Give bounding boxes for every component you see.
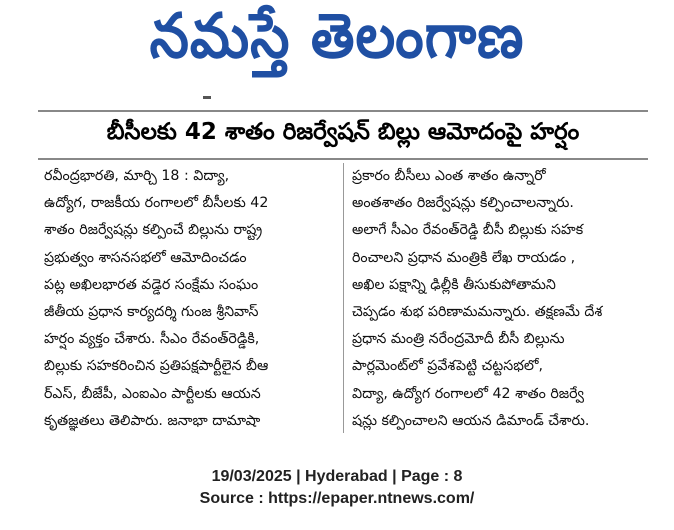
article-line: హర్షం వ్యక్తం చేశారు. సీఎం రేవంత్‌రెడ్డికి, bbox=[44, 331, 260, 348]
article-line: ఉద్యోగ, రాజకీయ రంగాలలో బీసీలకు 42 bbox=[44, 195, 269, 212]
publication-info: 19/03/2025 | Hyderabad | Page : 8 bbox=[211, 468, 463, 485]
article-column-right bbox=[352, 163, 650, 435]
article-line: రవీంద్రభారతి, మార్చి 18 : విద్యా, bbox=[44, 168, 230, 184]
article-line: ప్రధాన మంత్రి నరేంద్రమోదీ బీసీ బిల్లును bbox=[352, 331, 565, 348]
article-line: షన్లు కల్పించాలని ఆయన డిమాండ్ చేశారు. bbox=[352, 412, 590, 429]
article-line: కృతజ్ఞతలు తెలిపారు. జనాభా దామాషా bbox=[44, 412, 261, 429]
article-line: ప్రకారం బీసీలు ఎంత శాతం ఉన్నారో bbox=[352, 168, 546, 184]
masthead bbox=[0, 0, 674, 88]
article-line: జీతీయ ప్రధాన కార్యదర్శి గుంజ శ్రీనివాస్ bbox=[44, 303, 259, 320]
article-line: చెప్పడం శుభ పరిణామమన్నారు. తక్షణమే దేశ bbox=[352, 303, 603, 320]
decorative-mark bbox=[203, 96, 211, 99]
article-line: ప్రభుత్వం శాసనసభలో ఆమోదించడం bbox=[44, 249, 247, 266]
article-column-left bbox=[44, 163, 334, 435]
article-line: పట్ల అఖిలభారత వడ్డెర సంక్షేమ సంఘం bbox=[44, 276, 259, 293]
column-divider bbox=[343, 163, 344, 433]
article-line: రించాలని ప్రధాన మంత్రికి లేఖ రాయడం , bbox=[352, 249, 576, 266]
article-line: పార్లమెంట్‌లో ప్రవేశపెట్టి చట్టసభలో, bbox=[352, 358, 543, 375]
article-line: అఖిల పక్షాన్ని ఢిల్లీకి తీసుకుపోతామని bbox=[352, 276, 556, 293]
article-line: బిల్లుకు సహకరించిన ప్రతిపక్షపార్టీలైన బీఆ bbox=[44, 358, 269, 375]
newspaper-logo: నమస్తే తెలంగాణ bbox=[149, 0, 525, 73]
article-line: ర్ఎస్, బీజేపీ, ఎంఐఎం పార్టీలకు ఆయన bbox=[44, 385, 261, 402]
article-line: శాతం రిజర్వేషన్లు కల్పించే బిల్లును రాష్ట్ర bbox=[44, 222, 263, 239]
article-line: అంతశాతం రిజర్వేషన్లు కల్పించాలన్నారు. bbox=[352, 195, 574, 212]
article-headline: బీసీలకు 42 శాతం రిజర్వేషన్ బిల్లు ఆమోదంపై హర్షం bbox=[106, 119, 580, 145]
article-line: అలాగే సీఎం రేవంత్‌రెడ్డి బీసీ బిల్లుకు సహక bbox=[352, 222, 584, 239]
footer bbox=[0, 466, 674, 510]
headline-box bbox=[38, 110, 648, 160]
source-link[interactable]: Source : https://epaper.ntnews.com/ bbox=[199, 490, 475, 507]
article-line: విద్యా, ఉద్యోగ రంగాలలో 42 శాతం రిజర్వే bbox=[352, 385, 585, 402]
